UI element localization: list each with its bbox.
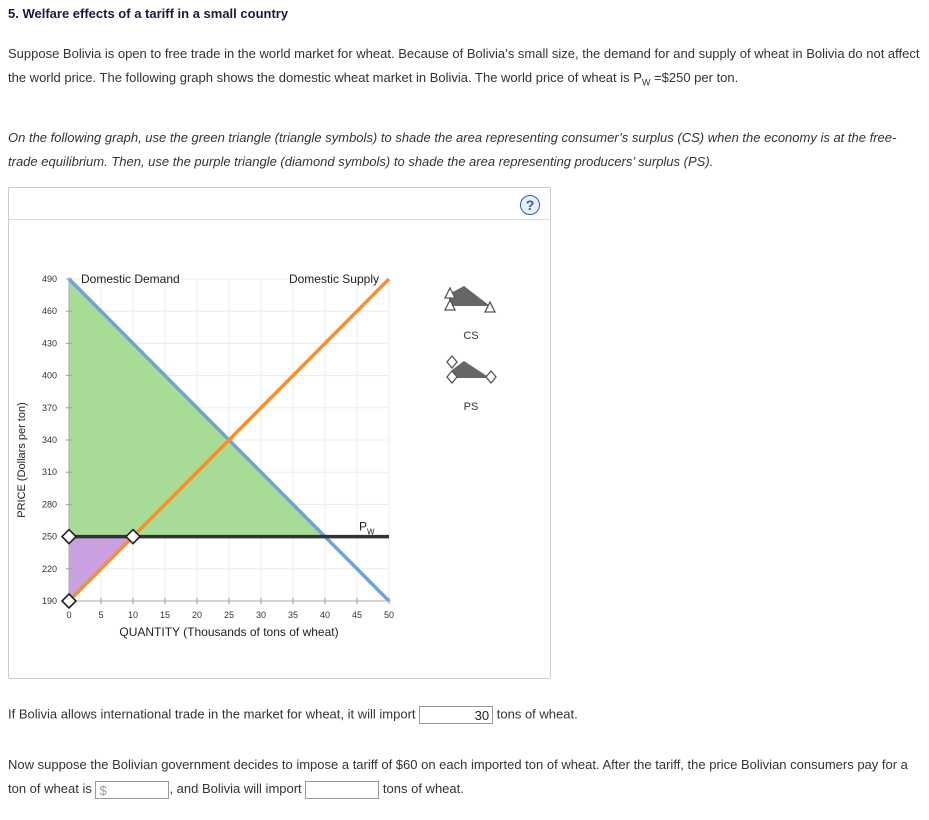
x-tick-label: 50 <box>383 610 395 620</box>
x-tick-label: 0 <box>66 610 72 620</box>
tariff-question-text: Now suppose the Bolivian government decides to impose a tariff of $60 on each imported ton of wheat. After the tariff, the price Bolivian consumers pay for a ton of wheat is <box>8 757 908 796</box>
import-question-suffix: tons of wheat. <box>496 706 578 722</box>
tariff-price-field[interactable]: $ <box>95 781 169 799</box>
x-tick-label: 25 <box>223 610 235 620</box>
y-tick-label: 430 <box>41 338 57 349</box>
supply-label: Domestic Supply <box>288 272 379 286</box>
ps-tool[interactable] <box>447 356 496 413</box>
x-tick-label: 10 <box>127 610 139 620</box>
y-tick-label: 220 <box>41 563 57 574</box>
tariff-import-field[interactable] <box>305 781 379 799</box>
y-tick-label: 190 <box>41 596 57 606</box>
y-tick-label: 340 <box>41 435 57 445</box>
y-tick-label: 370 <box>41 402 57 413</box>
help-icon[interactable]: ? <box>520 195 540 215</box>
x-tick-label: 40 <box>319 610 331 620</box>
x-tick-label: 20 <box>191 610 203 620</box>
cs-tool[interactable] <box>445 286 495 342</box>
y-tick-label: 280 <box>41 499 57 510</box>
intro-paragraph <box>8 42 920 95</box>
x-tick-label: 5 <box>98 610 104 620</box>
y-tick-label: 490 <box>41 274 57 284</box>
ps-tool-vertex-icon <box>486 371 496 383</box>
instructions-paragraph: On the following graph, use the green triangle (triangle symbols) to shade the area representing consumer’s surplus (CS) when the economy is at the free-trade equilibrium. Then, use the purple triangle (diamond symbols) to shade the area representing producers’ surplus (PS). <box>8 130 897 169</box>
import-question <box>8 706 578 724</box>
ps-tool-triangle-icon <box>452 361 490 378</box>
cs-tool-label: CS <box>463 330 479 342</box>
x-tick-label: 45 <box>351 610 363 620</box>
cs-tool-triangle-icon <box>449 286 490 306</box>
question-title: 5. Welfare effects of a tariff in a small country <box>8 6 289 21</box>
world-price-symbol: $P_W$ <box>633 70 651 88</box>
import-question-text: If Bolivia allows international trade in the market for wheat, it will import <box>8 706 416 722</box>
x-axis-label: QUANTITY (Thousands of tons of wheat) <box>119 625 339 639</box>
demand-label: Domestic Demand <box>81 272 180 286</box>
x-tick-label: 35 <box>287 610 299 620</box>
ps-tool-label: PS <box>463 401 479 413</box>
y-tick-label: 460 <box>41 306 57 317</box>
intro-text-end: =$250 per ton. <box>650 70 739 85</box>
y-tick-label: 310 <box>41 467 57 478</box>
ps-tool-vertex-icon <box>447 356 457 368</box>
intro-text: Suppose Bolivia is open to free trade in the world market for wheat. Because of Bolivia’s small size, the demand for and supply of wheat in Bolivia do not affect the world price. The following graph shows the domestic wheat market in Bolivia. The world price of wheat is <box>8 46 920 85</box>
tariff-question-suffix: tons of wheat. <box>382 781 464 796</box>
world-price-label: $P_W$ <box>359 519 375 537</box>
tariff-question <box>8 753 918 801</box>
y-tick-label: 400 <box>41 370 57 381</box>
graph-panel <box>8 187 551 679</box>
import-answer-field[interactable]: 30 <box>419 706 493 724</box>
y-axis-label: PRICE (Dollars per ton) <box>16 402 28 518</box>
chart-svg[interactable] <box>9 188 550 678</box>
x-tick-label: 15 <box>159 610 171 620</box>
y-tick-label: 250 <box>41 531 57 542</box>
x-tick-label: 30 <box>255 610 267 620</box>
tariff-question-mid: , and Bolivia will import <box>169 781 302 796</box>
